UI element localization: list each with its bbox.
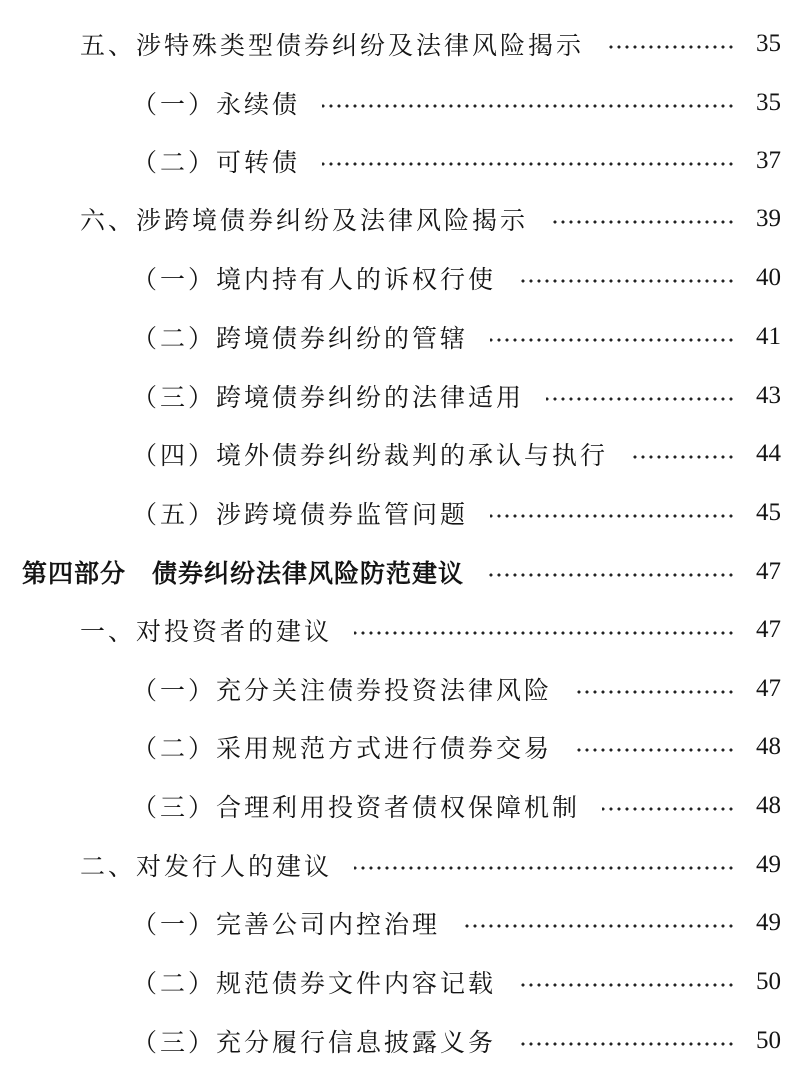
toc-entry-title: （四）境外债券纠纷裁判的承认与执行 <box>132 441 609 470</box>
toc-entry[interactable] <box>80 199 781 239</box>
toc-entry[interactable] <box>132 376 781 416</box>
toc-entry-page: 47 <box>756 675 781 702</box>
toc-entry[interactable] <box>80 24 781 64</box>
dot-leader <box>490 514 735 518</box>
dot-leader <box>462 924 735 928</box>
dot-leader <box>490 338 735 342</box>
toc-entry[interactable] <box>132 258 781 298</box>
dot-leader <box>602 807 735 811</box>
toc-part-title <box>22 554 464 590</box>
dot-leader <box>486 573 735 577</box>
toc-entry-title: （二）可转债 <box>132 148 301 177</box>
dot-leader <box>518 983 735 987</box>
toc-entry[interactable] <box>132 493 781 533</box>
dot-leader <box>546 397 735 401</box>
toc-entry[interactable] <box>80 845 781 885</box>
toc-entry-page: 44 <box>756 440 781 467</box>
dot-leader <box>354 631 735 635</box>
toc-entry-page: 45 <box>756 499 781 526</box>
toc-part-heading[interactable] <box>22 552 781 592</box>
toc-entry-title: （五）涉跨境债券监管问题 <box>132 500 469 529</box>
toc-entry[interactable] <box>132 903 781 943</box>
toc-entry-page: 35 <box>756 30 781 57</box>
toc-entry-page: 47 <box>756 616 781 643</box>
toc-entry-page: 48 <box>756 792 781 819</box>
toc-entry-page: 37 <box>756 147 781 174</box>
toc-entry[interactable] <box>132 317 781 357</box>
toc-entry-page: 35 <box>756 89 781 116</box>
toc-entry-page: 49 <box>756 851 781 878</box>
toc-entry[interactable] <box>132 434 781 474</box>
toc-entry-title: （二）规范债券文件内容记载 <box>132 969 497 998</box>
toc-part-label: 第四部分 <box>22 559 127 588</box>
toc-entry-page: 49 <box>756 909 781 936</box>
toc-entry-title: （二）采用规范方式进行债券交易 <box>132 734 553 763</box>
toc-entry-title: （三）充分履行信息披露义务 <box>132 1028 497 1057</box>
toc-entry-title: 六、涉跨境债券纠纷及法律风险揭示 <box>80 206 529 235</box>
toc-entry-title: （一）境内持有人的诉权行使 <box>132 265 497 294</box>
dot-leader <box>322 104 735 108</box>
dot-leader <box>550 220 735 224</box>
dot-leader <box>606 45 735 49</box>
toc-entry-title: 二、对发行人的建议 <box>80 852 333 881</box>
toc-entry-page: 39 <box>756 205 781 232</box>
dot-leader <box>354 866 735 870</box>
toc-entry-title: （一）永续债 <box>132 90 301 119</box>
dot-leader <box>518 1042 735 1046</box>
toc-entry[interactable] <box>132 786 781 826</box>
toc-entry-page: 47 <box>756 558 781 585</box>
toc-entry[interactable] <box>132 83 781 123</box>
toc-entry-title: （一）充分关注债券投资法律风险 <box>132 676 553 705</box>
toc-entry[interactable] <box>132 962 781 1002</box>
toc-entry[interactable] <box>132 727 781 767</box>
toc-entry-page: 41 <box>756 323 781 350</box>
toc-entry-page: 43 <box>756 382 781 409</box>
toc-entry-title: （二）跨境债券纠纷的管辖 <box>132 324 469 353</box>
dot-leader <box>574 690 735 694</box>
toc-entry-title: （一）完善公司内控治理 <box>132 910 441 939</box>
toc-entry-page: 40 <box>756 264 781 291</box>
toc-entry-title: 一、对投资者的建议 <box>80 617 333 646</box>
toc-entry[interactable] <box>80 610 781 650</box>
toc-entry-page: 50 <box>756 968 781 995</box>
toc-entry[interactable] <box>132 141 781 181</box>
toc-entry-title: （三）跨境债券纠纷的法律适用 <box>132 383 525 412</box>
dot-leader <box>630 455 735 459</box>
dot-leader <box>322 162 735 166</box>
toc-entry-page: 48 <box>756 733 781 760</box>
toc-entry-title: 五、涉特殊类型债券纠纷及法律风险揭示 <box>80 31 585 60</box>
toc-entry[interactable] <box>132 1021 781 1061</box>
toc-part-name: 债券纠纷法律风险防范建议 <box>152 559 465 588</box>
toc-entry[interactable] <box>132 669 781 709</box>
toc-entry-title: （三）合理利用投资者债权保障机制 <box>132 793 581 822</box>
toc-entry-page: 50 <box>756 1027 781 1054</box>
dot-leader <box>518 279 735 283</box>
dot-leader <box>574 748 735 752</box>
